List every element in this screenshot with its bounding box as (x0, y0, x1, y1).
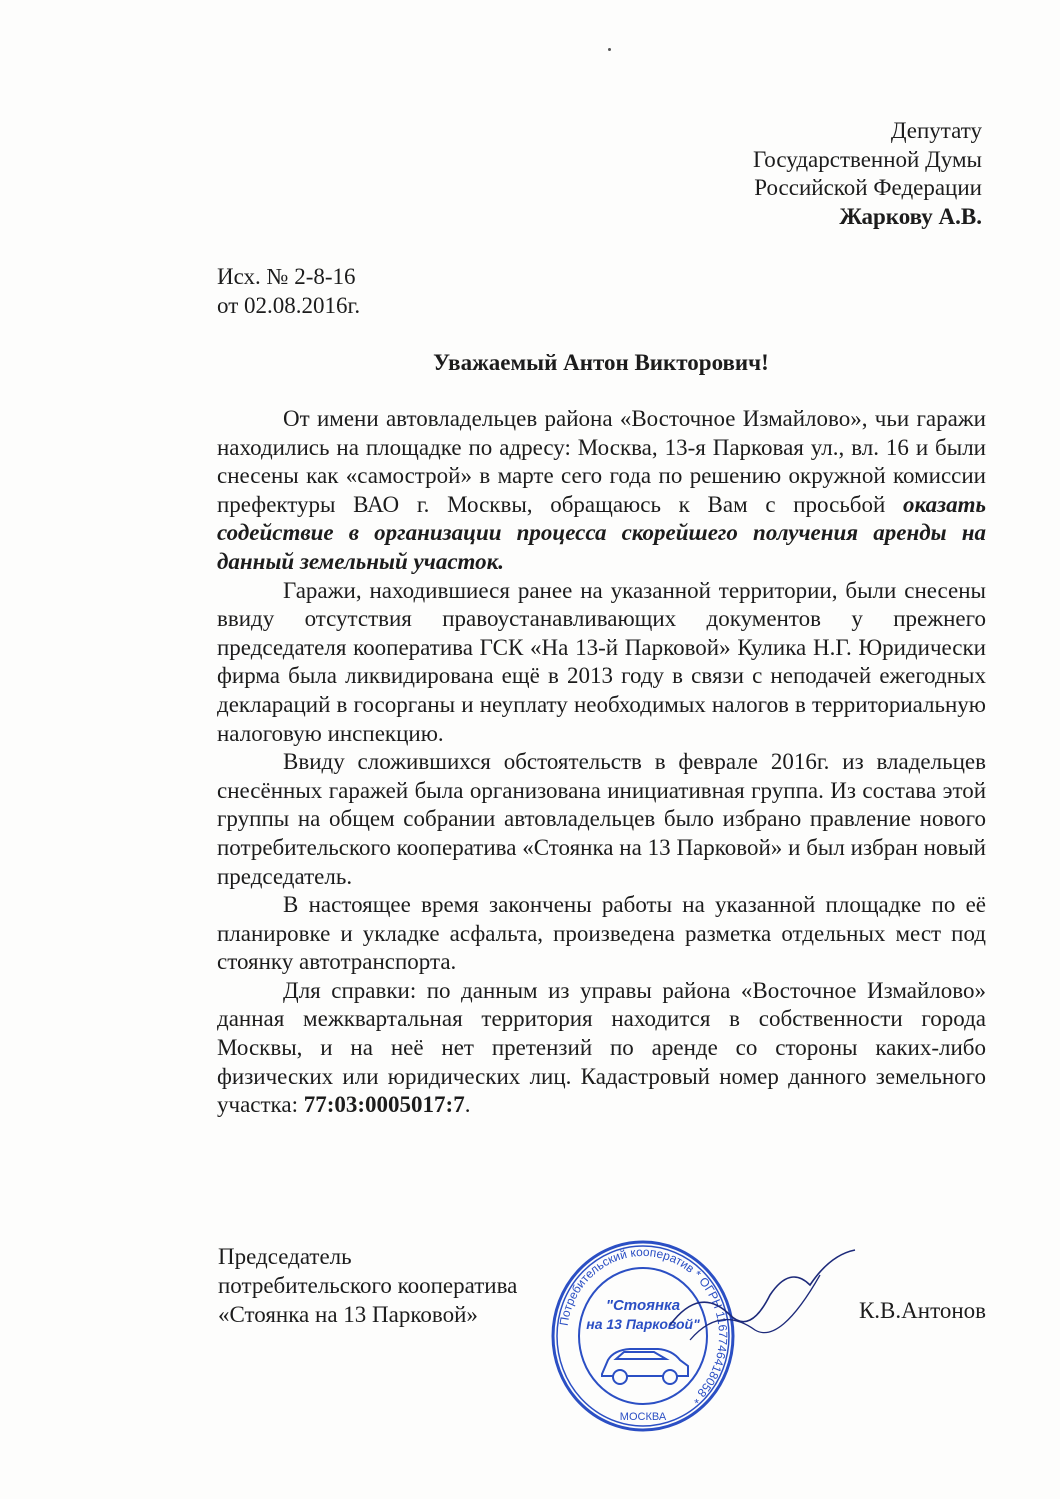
paragraph-history: Гаражи, находившиеся ранее на указанной территории, были снесены ввиду отсутствия правоустанавливающих документов у прежнего председателя кооператива ГСК «На 13-й Парковой» Кулика Н.Г. Юридически фирма была ликвидирована ещё в 2013 году в связи с неподачей ежегодных деклараций в госорганы и неуплату необходимых налогов в территориальную налоговую инспекцию. (217, 577, 986, 746)
handwritten-signature (660, 1245, 860, 1375)
paragraph-works: В настоящее время закончены работы на указанной площадке по её планировке и укладке асфальта, произведена разметка отдельных мест под стоянку автотранспорта. (217, 892, 986, 975)
scan-speck (608, 48, 611, 51)
paragraph-end: . (464, 1092, 471, 1118)
stamp-ring-text: Потребительский кооператив * ОГРН 1167746418058 * (556, 1244, 731, 1407)
outgoing-date: от 02.08.2016г. (217, 293, 361, 318)
greeting: Уважаемый Антон Викторович! (433, 350, 769, 375)
signer-title (218, 1242, 517, 1329)
addressee-line: Российской Федерации (754, 175, 982, 200)
outgoing-reference (217, 262, 360, 320)
addressee-block (753, 117, 982, 231)
addressee-line: Государственной Думы (753, 146, 982, 172)
signer-line: Председатель (218, 1244, 352, 1269)
outgoing-number: Исх. № 2-8-16 (217, 264, 356, 289)
stamp-center-line: "Стоянка (605, 1297, 681, 1314)
cadastral-number: 77:03:0005017:7 (303, 1092, 465, 1118)
request-emphasis: оказать содействие в организации процесса скорейшего получения аренды на данный земельный участок. (217, 491, 986, 574)
paragraph-text: Для справки: по данным из управы района «Восточное Измайлово» данная межквартальная территория находится в собственности города Москвы, и на неё нет претензий по аренде со стороны каких-либо физических или юридических лиц. Кадастровый номер данного земельного участка: (217, 977, 986, 1118)
stamp-center-line: на 13 Парковой" (586, 1316, 700, 1332)
signer-name: К.В.Антонов (858, 1298, 986, 1323)
addressee-line: Депутату (890, 118, 982, 143)
letter-body (217, 405, 986, 1120)
paragraph-request (217, 405, 986, 577)
signer-line: «Стоянка на 13 Парковой» (218, 1302, 478, 1327)
paragraph-text: От имени автовладельцев района «Восточное Измайлово», чьи гаражи находились на площадке по адресу: Москва, 13-я Парковая ул., вл. 16 и были снесены как «самострой» в марте сего года по решению окружной комиссии префектуры ВАО г. Москвы, обращаюсь к Вам с просьбой (217, 406, 986, 517)
signer-line: потребительского кооператива (218, 1273, 518, 1298)
stamp-city: МОСКВА (619, 1411, 667, 1423)
addressee-name: Жаркову А.В. (839, 203, 982, 229)
paragraph-initiative: Ввиду сложившихся обстоятельств в феврале 2016г. из владельцев снесённых гаражей была организована инициативная группа. Из состава этой группы на общем собрании автовладельцев было избрано правление нового потребительского кооператива «Стоянка на 13 Парковой» и был избран новый председатель. (217, 749, 986, 889)
paragraph-reference (217, 977, 986, 1120)
